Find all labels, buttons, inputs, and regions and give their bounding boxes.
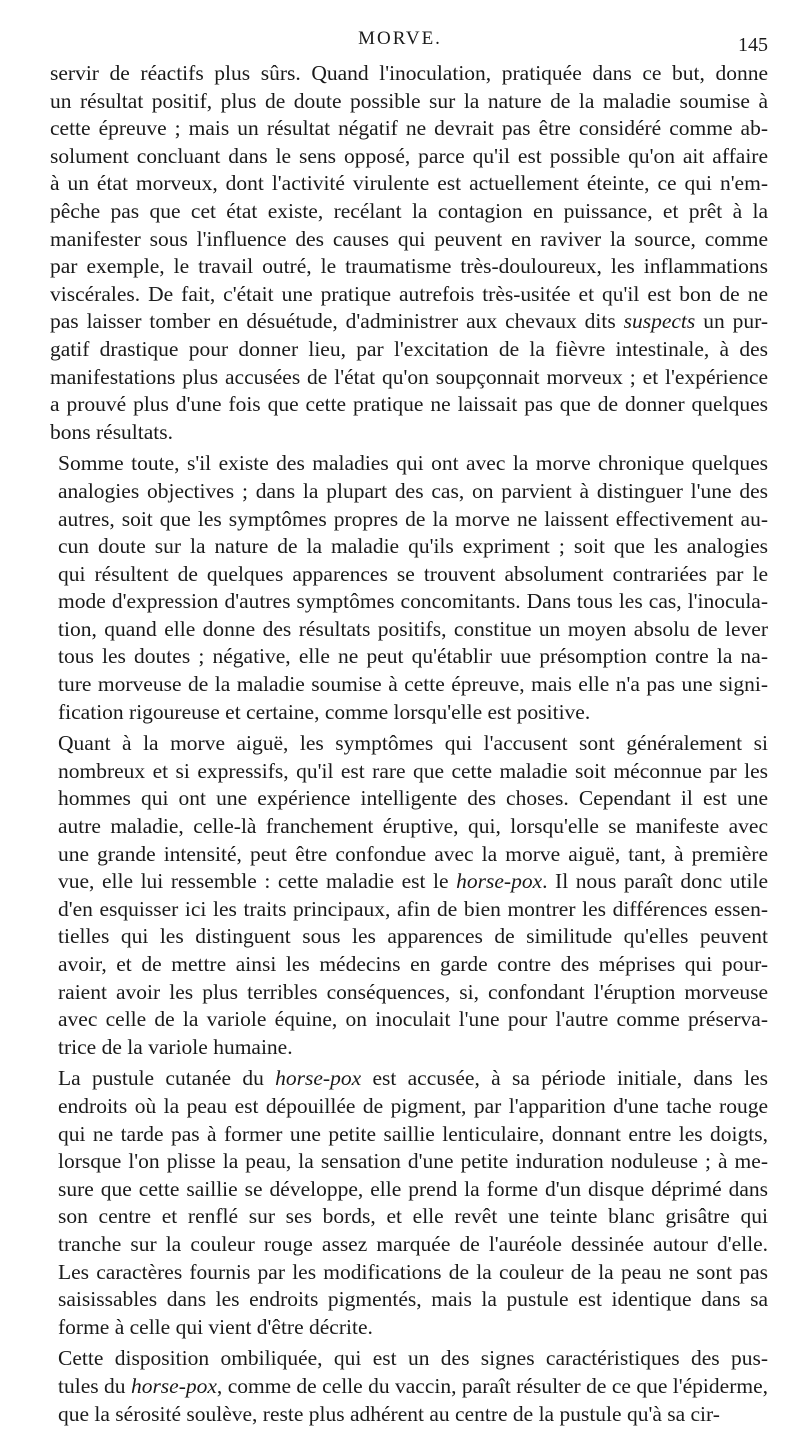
text-line: manifestations plus accusées de l'état qu'on soupçonnait morveux ; et l'expérience — [50, 364, 768, 389]
text-line: avec celle de la variole équine, on inoculait l'une pour l'autre comme préserva- — [58, 1007, 768, 1032]
text-line: Quant à la morve aiguë, les symptômes qui l'accusent sont généralement si — [58, 731, 768, 756]
text-line: viscérales. De fait, c'était une pratique autrefois très-usitée et qu'il est bon de ne — [50, 281, 768, 306]
text-line: hommes qui ont une expérience intelligente des choses. Cependant il est une — [58, 786, 768, 811]
paragraph — [50, 450, 768, 726]
text-line: tous les doutes ; négative, elle ne peut qu'établir uue présomption contre la na- — [58, 644, 768, 669]
text-line: mode d'expression d'autres symptômes concomitants. Dans tous les cas, l'inocula- — [58, 589, 768, 614]
paragraph — [50, 1065, 768, 1341]
text-line: solument concluant dans le sens opposé, parce qu'il est possible qu'on ait affaire — [50, 143, 768, 168]
text-line: raient avoir les plus terribles conséquences, si, confondant l'éruption morveuse — [58, 979, 768, 1004]
scan-artifact-marks — [30, 1412, 770, 1422]
paragraph — [50, 730, 768, 1061]
text-line: manifester sous l'influence des causes qui peuvent en raviver la source, comme — [50, 226, 768, 251]
text-line: analogies objectives ; dans la plupart des cas, on parvient à distinguer l'une des — [58, 478, 768, 503]
text-line: forme à celle qui vient d'être décrite. — [58, 1314, 373, 1339]
text-line: avoir, et de mettre ainsi les médecins en garde contre des méprises qui pour- — [58, 952, 768, 976]
paragraph — [50, 60, 768, 446]
text-line: qui résultent de quelques apparences se trouvent absolument contrariées par le — [58, 561, 768, 586]
text-line: qui ne tarde pas à former une petite saillie lenticulaire, donnant entre les doigts, — [58, 1121, 768, 1146]
text-line: trice de la variole humaine. — [58, 1034, 293, 1059]
text-line: fication rigoureuse et certaine, comme lorsqu'elle est positive. — [58, 699, 591, 724]
text-line: Somme toute, s'il existe des maladies qui ont avec la morve chronique quelques — [58, 451, 768, 476]
text-line: bons résultats. — [50, 419, 174, 444]
text-line: a prouvé plus d'une fois que cette pratique ne laissait pas que de donner quelques — [50, 392, 768, 417]
text-line: tielles qui les distinguent sous les apparences de similitude qu'elles peuvent — [58, 924, 768, 949]
text-line: vue, elle lui ressemble : cette maladie est le horse-pox. Il nous paraît donc utile — [58, 869, 768, 894]
text-line: servir de réactifs plus sûrs. Quand l'inoculation, pratiquée dans ce but, donne — [50, 61, 768, 85]
text-line: un résultat positif, plus de doute possible sur la nature de la maladie soumise à — [50, 88, 768, 113]
text-line: autres, soit que les symptômes propres de la morve ne laissent effectivement au- — [58, 506, 768, 531]
text-line: nombreux et si expressifs, qu'il est rare que cette maladie soit méconnue par les — [58, 758, 768, 783]
text-line: son centre et renflé sur ses bords, et elle revêt une teinte blanc grisâtre qui — [58, 1204, 768, 1229]
text-line: gatif drastique pour donner lieu, par l'excitation de la fièvre intestinale, à des — [50, 336, 768, 361]
running-title: MORVE. — [358, 28, 442, 49]
text-line: d'en esquisser ici les traits principaux, afin de bien montrer les différences essen- — [58, 896, 768, 921]
text-line: ture morveuse de la maladie soumise à cette épreuve, mais elle n'a pas une signi- — [58, 672, 768, 697]
text-line: cun doute sur la nature de la maladie qu'ils expriment ; soit que les analogies — [58, 534, 768, 559]
text-line: Les caractères fournis par les modifications de la couleur de la peau ne sont pas — [58, 1259, 768, 1284]
body-text — [50, 60, 768, 1428]
text-line: saisissables dans les endroits pigmentés, mais la pustule est identique dans sa — [58, 1287, 768, 1312]
text-line: cette épreuve ; mais un résultat négatif ne devrait pas être considéré comme ab- — [50, 116, 768, 141]
text-line: pêche pas que cet état existe, recélant la contagion en puissance, et prêt à la — [50, 198, 768, 223]
text-line: que la sérosité soulève, reste plus adhérent au centre de la pustule qu'à sa cir- — [58, 1401, 720, 1426]
page-number: 145 — [738, 34, 768, 56]
text-line: autre maladie, celle-là franchement éruptive, qui, lorsqu'elle se manifeste avec — [58, 814, 768, 839]
text-line: une grande intensité, peut être confondue avec la morve aiguë, tant, à première — [58, 841, 768, 866]
text-line: endroits où la peau est dépouillée de pigment, par l'apparition d'une tache rouge — [58, 1093, 768, 1118]
text-line: Cette disposition ombiliquée, qui est un des signes caractéristiques des pus- — [58, 1346, 768, 1371]
text-line: La pustule cutanée du horse-pox est accusée, à sa période initiale, dans les — [58, 1066, 768, 1091]
text-line: tules du horse-pox, comme de celle du vaccin, paraît résulter de ce que l'épiderme, — [58, 1373, 768, 1398]
text-line: pas laisser tomber en désuétude, d'administrer aux chevaux dits suspects un pur- — [50, 309, 768, 334]
text-line: lorsque l'on plisse la peau, la sensation d'une petite induration noduleuse ; à me- — [58, 1149, 768, 1174]
text-line: sure que cette saillie se développe, elle prend la forme d'un disque déprimé dans — [58, 1176, 768, 1201]
running-head — [0, 28, 800, 58]
text-line: à un état morveux, dont l'activité virulente est actuellement éteinte, ce qui n'em- — [50, 171, 768, 196]
text-line: tion, quand elle donne des résultats positifs, constitue un moyen absolu de lever — [58, 616, 768, 641]
text-line: par exemple, le travail outré, le traumatisme très-douloureux, les inflammations — [50, 254, 768, 279]
text-line: tranche sur la couleur rouge assez marquée de l'auréole dessinée autour d'elle. — [58, 1231, 768, 1256]
